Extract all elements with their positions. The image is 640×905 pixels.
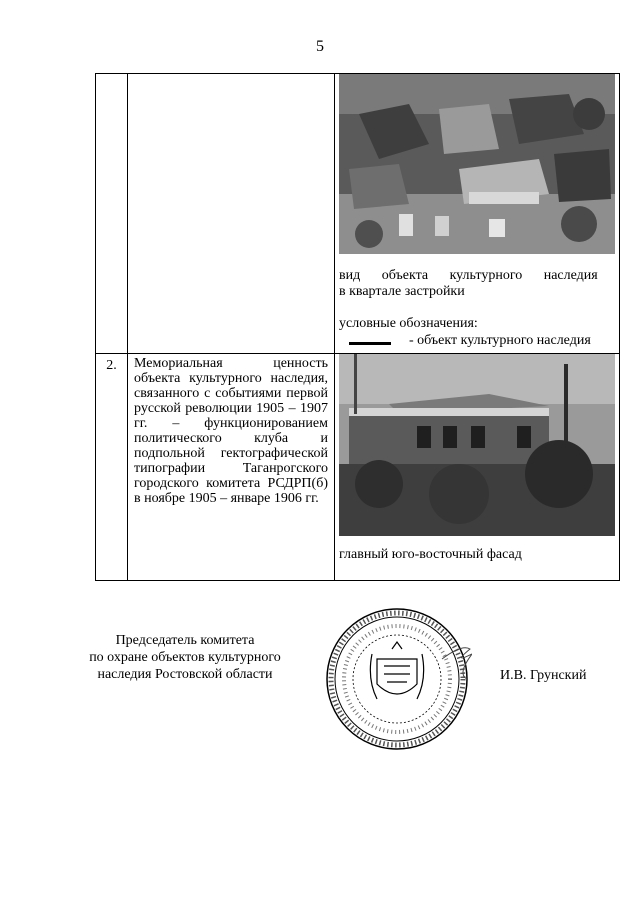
legend-line-icon (349, 342, 391, 345)
table-row (96, 74, 620, 354)
signatory-position (80, 632, 290, 683)
row2-media-cell (335, 354, 620, 581)
row1-caption (335, 268, 619, 300)
row1-number-cell (96, 74, 128, 354)
row1-caption-line2: в квартале застройки (339, 284, 465, 299)
facade-photo-icon (339, 354, 615, 536)
table-row (96, 354, 620, 581)
official-seal-icon (322, 604, 472, 754)
position-line3: наследия Ростовской области (97, 667, 273, 682)
legend-item-label: - объект культурного наследия (409, 333, 591, 348)
legend-title: условные обозначения: (339, 316, 478, 331)
legend-item (335, 332, 619, 352)
signatory-name: И.В. Грунский (500, 668, 587, 683)
position-line1: Председатель комитета (115, 633, 255, 648)
row1-media-cell (335, 74, 620, 354)
row2-number-cell: 2. (96, 354, 128, 581)
heritage-table (95, 73, 620, 581)
row1-caption-line1: вид объекта культурного наследия (339, 268, 598, 283)
row1-description-cell (128, 74, 335, 354)
row2-caption: главный юго-восточный фасад (339, 547, 522, 562)
position-line2: по охране объектов культурного (89, 650, 281, 665)
aerial-photo-icon (339, 74, 615, 254)
page-number: 5 (316, 38, 324, 55)
row2-description: Мемориальная ценность объекта культурного наследия, связанного с событиями первой русской революции 1905 – 1907 гг. – функционированием политического клуба и подпольной гектографической типографии Таганрогского городского комитета РСДРП(б) в ноябре 1905 – январе 1906 гг. (128, 354, 335, 581)
